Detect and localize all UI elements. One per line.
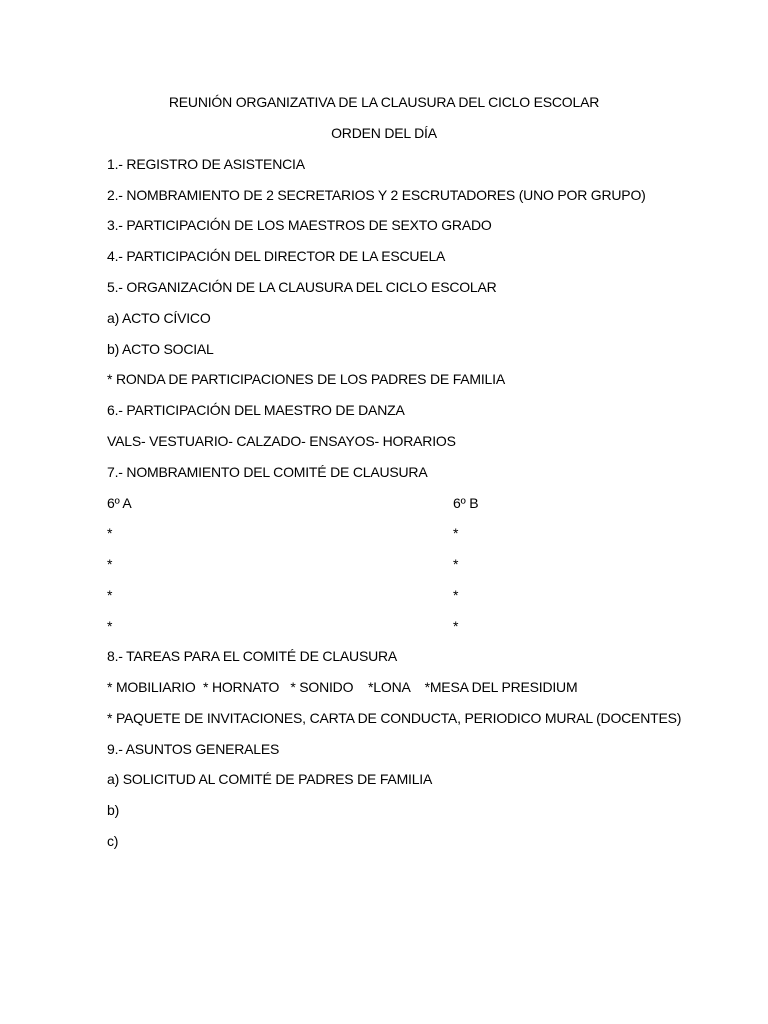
agenda-subitem: * MOBILIARIO * HORNATO * SONIDO *LONA *MESA DEL PRESIDIUM <box>107 679 578 695</box>
agenda-subitem: * PAQUETE DE INVITACIONES, CARTA DE CONDUCTA, PERIODICO MURAL (DOCENTES) <box>107 710 682 726</box>
document-title: REUNIÓN ORGANIZATIVA DE LA CLAUSURA DEL CICLO ESCOLAR <box>168 94 600 110</box>
agenda-item: 1.- REGISTRO DE ASISTENCIA <box>107 156 305 172</box>
committee-bullet-b: * <box>453 618 459 634</box>
committee-bullet-b: * <box>453 587 459 603</box>
committee-bullet-a: * <box>107 587 113 603</box>
agenda-subitem: * RONDA DE PARTICIPACIONES DE LOS PADRES DE FAMILIA <box>107 371 505 387</box>
agenda-subitem: c) <box>107 833 119 849</box>
committee-bullet-a: * <box>107 525 113 541</box>
agenda-item: 2.- NOMBRAMIENTO DE 2 SECRETARIOS Y 2 ESCRUTADORES (UNO POR GRUPO) <box>107 187 646 203</box>
agenda-item: 6.- PARTICIPACIÓN DEL MAESTRO DE DANZA <box>107 402 405 418</box>
agenda-item: 4.- PARTICIPACIÓN DEL DIRECTOR DE LA ESCUELA <box>107 248 446 264</box>
agenda-item: 7.- NOMBRAMIENTO DEL COMITÉ DE CLAUSURA <box>107 464 428 480</box>
document-subtitle: ORDEN DEL DÍA <box>331 125 437 141</box>
agenda-item: 5.- ORGANIZACIÓN DE LA CLAUSURA DEL CICLO ESCOLAR <box>107 279 497 295</box>
agenda-item: 3.- PARTICIPACIÓN DE LOS MAESTROS DE SEXTO GRADO <box>107 217 492 233</box>
agenda-item: 8.- TAREAS PARA EL COMITÉ DE CLAUSURA <box>107 648 398 664</box>
committee-group-b: 6º B <box>453 495 479 511</box>
agenda-subitem: b) <box>107 802 120 818</box>
committee-bullet-a: * <box>107 618 113 634</box>
committee-bullet-a: * <box>107 556 113 572</box>
committee-bullet-b: * <box>453 556 459 572</box>
committee-bullet-b: * <box>453 525 459 541</box>
agenda-subitem: a) SOLICITUD AL COMITÉ DE PADRES DE FAMILIA <box>107 771 433 787</box>
agenda-item: 9.- ASUNTOS GENERALES <box>107 741 280 757</box>
agenda-subitem: a) ACTO CÍVICO <box>107 310 211 326</box>
agenda-subitem: b) ACTO SOCIAL <box>107 341 214 357</box>
agenda-subitem: VALS- VESTUARIO- CALZADO- ENSAYOS- HORARIOS <box>107 433 456 449</box>
committee-group-a: 6º A <box>107 495 132 511</box>
